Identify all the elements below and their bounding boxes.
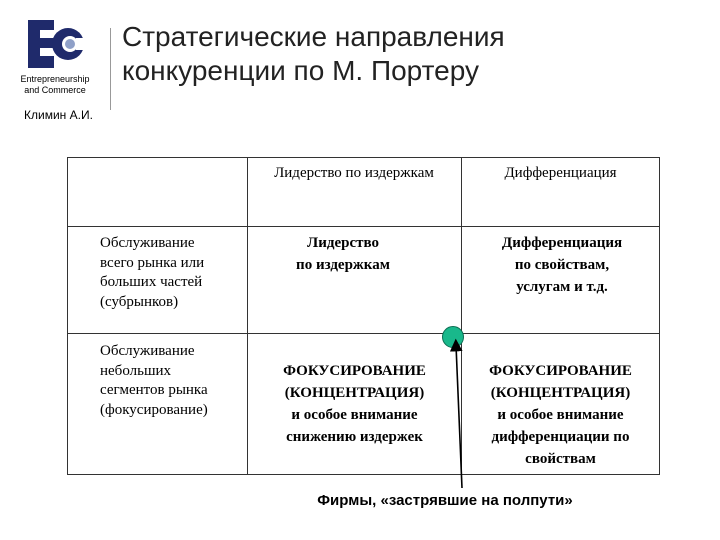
stuck-in-middle-marker — [442, 326, 464, 348]
page-title-line1: Стратегические направления — [122, 21, 505, 52]
cell-line: и особое внимание — [291, 407, 418, 423]
cell-line: услугам и т.д. — [516, 279, 608, 295]
matrix-border-left — [67, 157, 68, 475]
row-label-line: больших частей — [100, 274, 203, 290]
row-label-line: Обслуживание — [100, 235, 195, 251]
row-label-line: всего рынка или — [100, 254, 205, 271]
header-divider — [110, 28, 111, 110]
matrix-divider-v1 — [247, 157, 248, 475]
cell-line: дифференциации по — [491, 429, 630, 445]
stuck-in-middle-label: Фирмы, «застрявшие на полпути» — [317, 492, 573, 509]
row-label-line: сегментов рынка — [100, 382, 208, 398]
ec-logo — [10, 16, 100, 96]
cell-line: Лидерство — [307, 235, 379, 251]
ec-logo-mark-icon — [26, 16, 84, 72]
cell-line: по свойствам, — [514, 257, 610, 273]
logo-caption — [10, 74, 100, 96]
cell-line: Дифференциация — [501, 235, 623, 251]
cell-line: и особое внимание — [497, 407, 624, 423]
matrix-border-right — [659, 157, 660, 475]
column-header-cost-leadership: Лидерство по издержкам — [274, 165, 434, 181]
page-title-line2: конкуренции по М. Портеру — [122, 55, 479, 86]
row-label-broad-market — [100, 234, 245, 312]
cell-line: ФОКУСИРОВАНИЕ — [283, 363, 426, 379]
author-name: Климин А.И. — [24, 108, 93, 122]
row-label-narrow-segments — [100, 342, 245, 420]
matrix-divider-h1 — [67, 226, 660, 227]
row-label-line: (субрынков) — [100, 293, 179, 310]
cell-line: свойствам — [525, 451, 596, 467]
matrix-divider-h2 — [67, 333, 660, 334]
matrix-border-top — [67, 157, 660, 158]
cell-line: (КОНЦЕНТРАЦИЯ) — [490, 385, 631, 401]
cell-line: по издержкам — [296, 257, 390, 273]
cell-line: (КОНЦЕНТРАЦИЯ) — [284, 385, 425, 401]
cell-line: ФОКУСИРОВАНИЕ — [489, 363, 632, 379]
row-label-line: Обслуживание — [100, 343, 195, 359]
matrix-border-bottom — [67, 474, 660, 475]
cell-differentiation — [462, 232, 662, 298]
row-label-line: небольших — [100, 362, 172, 379]
page-title — [122, 20, 682, 88]
logo-caption-line1: Entrepreneurship — [20, 74, 90, 84]
cell-cost-leadership — [248, 232, 438, 276]
row-label-line: (фокусирование) — [100, 401, 208, 418]
cell-line: снижению издержек — [286, 429, 423, 445]
cell-differentiation-focus — [462, 360, 659, 470]
column-header-differentiation: Дифференциация — [504, 165, 617, 181]
cell-cost-focus — [252, 360, 457, 448]
logo-caption-line2: and Commerce — [24, 85, 86, 95]
